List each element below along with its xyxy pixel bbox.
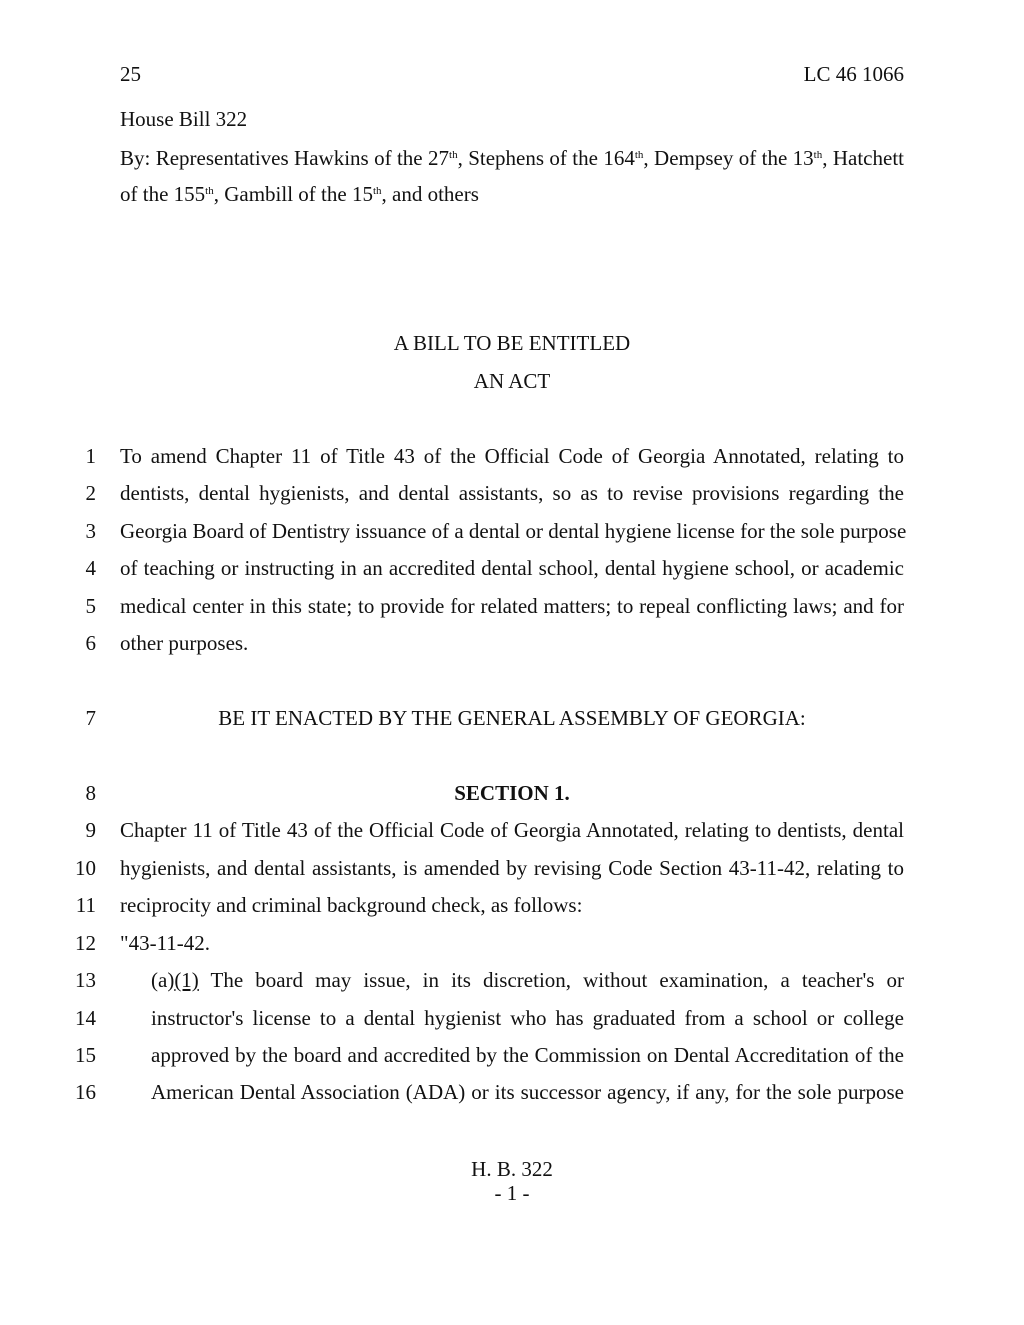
line-number: 5 <box>85 594 96 618</box>
bill-title: House Bill 322 <box>120 107 248 131</box>
line-number: 12 <box>75 931 96 955</box>
body-line: hygienists, and dental assistants, is amended by revising Code Section 43-11-42, relating to <box>120 856 904 880</box>
bill-heading: A BILL TO BE ENTITLED <box>393 331 631 355</box>
act-heading: AN ACT <box>473 369 551 393</box>
lc-number: LC 46 1066 <box>803 62 904 86</box>
line-number: 10 <box>75 856 96 880</box>
body-line: (a)(1) The board may issue, in its discretion, without examination, a teacher's or <box>151 968 904 992</box>
line-number: 15 <box>75 1043 96 1067</box>
page-label: 25 <box>120 62 141 86</box>
line-number: 6 <box>85 631 96 655</box>
line-number: 9 <box>85 818 96 842</box>
line-number: 13 <box>75 968 96 992</box>
body-line: other purposes. <box>120 631 249 655</box>
body-line: Georgia Board of Dentistry issuance of a dental or dental hygiene license for the sole purpose <box>120 519 907 543</box>
body-line: reciprocity and criminal background check, as follows: <box>120 893 583 917</box>
line-number: 2 <box>85 481 96 505</box>
body-line: Chapter 11 of Title 43 of the Official Code of Georgia Annotated, relating to dentists, dental <box>120 818 904 842</box>
line-number: 7 <box>85 706 96 730</box>
line-number: 3 <box>85 519 96 543</box>
inserted-text: (1) <box>174 968 199 992</box>
footer-page-number: - 1 - <box>494 1181 530 1205</box>
sponsors-line-1: By: Representatives Hawkins of the 27th, Stephens of the 164th, Dempsey of the 13th, Hatchett <box>120 146 904 170</box>
line-number: 16 <box>75 1080 96 1104</box>
line-number: 1 <box>85 444 96 468</box>
sponsors-line-2: of the 155th, Gambill of the 15th, and others <box>120 182 479 206</box>
body-line: To amend Chapter 11 of Title 43 of the Official Code of Georgia Annotated, relating to <box>120 444 904 468</box>
code-section-number: "43-11-42. <box>120 931 211 955</box>
body-line: of teaching or instructing in an accredited dental school, dental hygiene school, or academic <box>120 556 904 580</box>
line-number: 14 <box>75 1006 96 1030</box>
body-line: instructor's license to a dental hygienist who has graduated from a school or college <box>151 1006 904 1030</box>
line-number: 4 <box>85 556 96 580</box>
enacting-clause: BE IT ENACTED BY THE GENERAL ASSEMBLY OF GEORGIA: <box>218 706 806 730</box>
line-number: 11 <box>75 893 96 917</box>
line-number: 8 <box>85 781 96 805</box>
section-heading: SECTION 1. <box>454 781 570 805</box>
body-line: medical center in this state; to provide for related matters; to repeal conflicting laws; and for <box>120 594 904 618</box>
body-line: approved by the board and accredited by the Commission on Dental Accreditation of the <box>151 1043 904 1067</box>
body-line: dentists, dental hygienists, and dental assistants, so as to revise provisions regarding the <box>120 481 904 505</box>
body-line: American Dental Association (ADA) or its successor agency, if any, for the sole purpose <box>151 1080 904 1104</box>
footer-bill-ref: H. B. 322 <box>471 1157 553 1181</box>
